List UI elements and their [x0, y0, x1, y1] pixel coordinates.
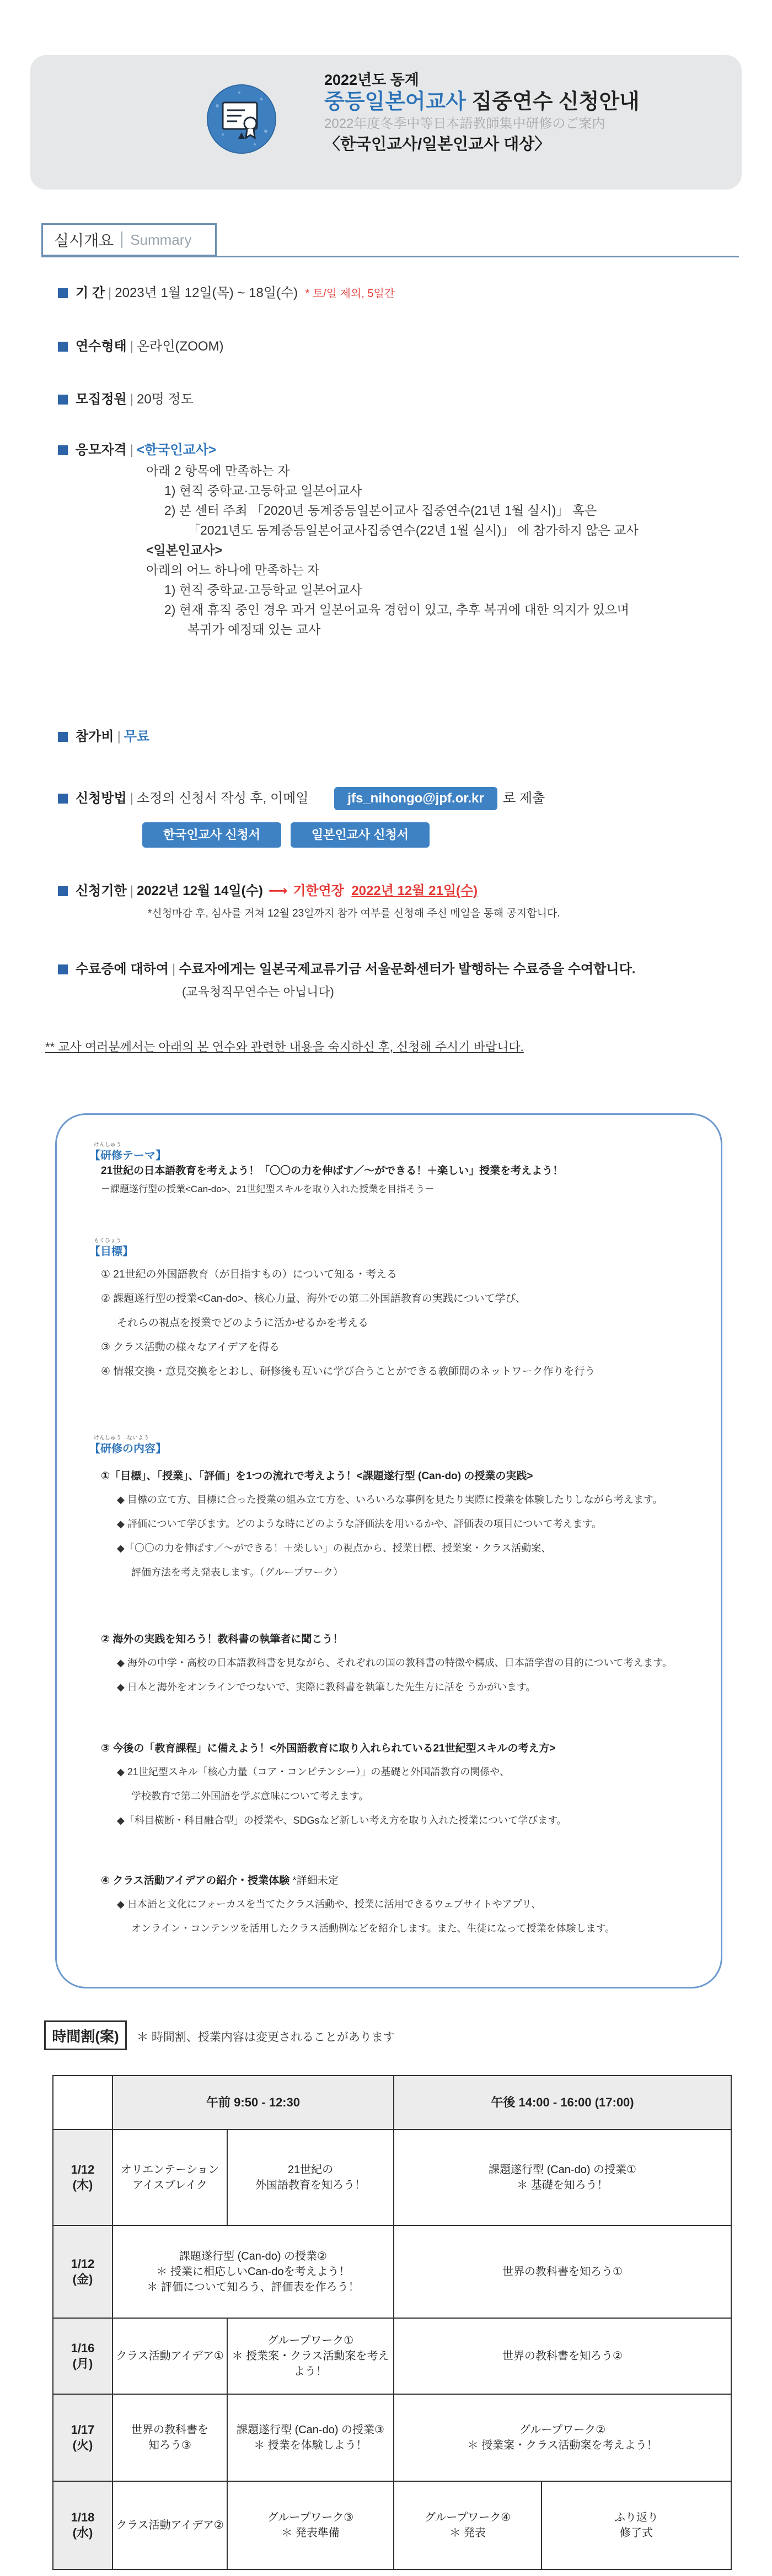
japanese-item-2: 2) 현재 휴직 중인 경우 과거 일본어교육 경험이 있고, 추후 복귀에 대한 의지가 있으며 [164, 602, 630, 617]
certificate-row: 수료증에 대하여 | 수료자에게는 일본국제교류기금 서울문화센터가 발행하는 수료증을 수여합니다. [58, 960, 635, 979]
timetable-corner [53, 2076, 112, 2130]
banner-subtitle-jp: 2022年度冬季中等日本語教師集中研修のご案内 [324, 116, 605, 131]
deadline-row: 신청기한 | 2022년 12월 14일(수) ⟶ 기한연장 2022년 12월 21일(수) [58, 882, 478, 901]
certificate-icon [206, 84, 277, 154]
eligibility-japanese-head: <일본인교사> [146, 543, 222, 557]
japanese-item-3: 복귀가 예정돼 있는 교사 [187, 622, 321, 637]
banner-title-rest: 집중연수 신청안내 [465, 90, 640, 114]
apply-label: 신청방법 [76, 791, 127, 806]
bullet-square-icon [58, 395, 68, 405]
banner-year: 2022년도 동계 [324, 72, 419, 88]
session-cell [112, 2225, 394, 2318]
content-1-item-3: ◆「〇〇の力を伸ばす／～ができる！＋楽しい」の視点から、授業目標、授業案・クラス活動案、 [117, 1543, 551, 1554]
session-cell [394, 2481, 542, 2569]
goal-heading: 【目標】 [89, 1246, 133, 1258]
content-2-title: ② 海外の実践を知ろう！教科書の執筆者に聞こう！ [101, 1634, 344, 1645]
bullet-square-icon [58, 288, 68, 298]
day-cell [53, 2318, 112, 2394]
content-1-item-2: ◆ 評価について学びます。どのような時にどのような評価法を用いるかや、評価表の項目について考えます。 [117, 1518, 602, 1529]
goal-4: ④ 情報交換・意見交換をとおし、研修後も互いに学び合うことができる教師間のネットワーク作りを行う [101, 1366, 596, 1377]
apply-text-end: 로 제출 [503, 791, 545, 806]
timetable-label: 時間割(案) [44, 2020, 127, 2050]
banner-title-highlight: 중등일본어교사 [324, 90, 466, 114]
session-cell [112, 2130, 227, 2225]
header-banner [30, 55, 742, 190]
japanese-application-button[interactable]: 일본인교사 신청서 [291, 822, 430, 848]
session-cell [112, 2481, 227, 2569]
eligibility-label: 응모자격 [76, 443, 127, 457]
content-heading: 【研修の内容】 [89, 1443, 167, 1455]
bullet-square-icon [58, 964, 68, 974]
session-text: 世界の教科書を知ろう② [502, 2350, 623, 2362]
table-row [53, 2225, 731, 2318]
korean-item-3: 「2021년도 동계중등일본어교사집중연수(22년 1월 실시)」 에 참가하지 않은 교사 [187, 523, 639, 537]
content-4-item-1: ◆ 日本語と文化にフォーカスを当てたクラス活動や、授業に活用できるウェブサイトやアプリ、 [117, 1899, 542, 1910]
session-text: 課題遂行型 (Can-do) の授業① ＊ 基礎を知ろう！ [489, 2164, 636, 2191]
deadline-extended: 2022년 12월 21일(수) [351, 883, 478, 898]
table-row [53, 2130, 731, 2225]
session-cell [394, 2130, 731, 2225]
bullet-square-icon [58, 445, 68, 455]
eligibility-row: 응모자격 | <한국인교사> [58, 441, 216, 460]
session-cell [542, 2481, 731, 2569]
capacity-value: 20명 정도 [136, 392, 194, 407]
session-cell [227, 2394, 394, 2481]
day-cell [53, 2130, 112, 2225]
format-row: 연수형태 | 온라인(ZOOM) [58, 337, 224, 356]
ruby-text: けんしゅう [94, 1142, 121, 1148]
content-3-item-3: ◆「科目横断・科目融合型」の授業や、SDGsなど新しい考え方を取り入れた授業について学びます。 [117, 1815, 567, 1826]
banner-title [324, 89, 640, 115]
eligibility-korean-head: <한국인교사> [136, 443, 216, 457]
korean-application-button[interactable]: 한국인교사 신청서 [142, 822, 281, 848]
fee-value: 무료 [124, 729, 150, 744]
period-label: 기 간 [76, 285, 105, 300]
day-cell [53, 2225, 112, 2318]
ruby-text: けんしゅう ないよう [94, 1435, 149, 1441]
content-1-item-1: ◆ 目標の立て方、目標に合った授業の組み立て方を、いろいろな事例を見たり実際に授業を体験したりしながら考えます。 [117, 1494, 663, 1505]
content-1-item-4: 評価方法を考え発表します。（グループワーク） [131, 1567, 344, 1578]
timetable-header-row [53, 2076, 731, 2130]
session-text: ふり返り 修了式 [614, 2512, 658, 2539]
format-label: 연수형태 [76, 339, 127, 354]
email-link[interactable]: jfs_nihongo@jpf.or.kr [334, 787, 497, 810]
session-text: 課題遂行型 (Can-do) の授業② ＊ 授業に相応しいCan-doを考えよう！ ＊ 評価について知ろう、評価表を作ろう！ [147, 2250, 360, 2293]
session-cell [394, 2394, 731, 2481]
day-date: 1/12 [71, 2163, 95, 2176]
session-text: 課題遂行型 (Can-do) の授業③ ＊ 授業を体験しよう！ [237, 2424, 384, 2451]
summary-tab [41, 223, 217, 256]
day-weekday: (火) [72, 2438, 93, 2452]
day-date: 1/18 [71, 2510, 95, 2524]
summary-divider [41, 256, 739, 257]
day-weekday: (金) [72, 2272, 93, 2286]
korean-item-1: 1) 현직 중학교·고등학교 일본어교사 [164, 483, 362, 498]
session-text: 世界の教科書を知ろう① [502, 2266, 623, 2278]
ruby-text: もくひょう [94, 1238, 121, 1244]
theme-heading: 【研修テーマ】 [89, 1150, 167, 1162]
session-cell [227, 2318, 394, 2394]
content-3-title: ③ 今後の「教育課程」に備えよう！<外国語教育に取り入れられている21世紀型スキルの考え方> [101, 1743, 556, 1754]
goal-2: ② 課題遂行型の授業<Can-do>、核心力量、海外での第二外国語教育の実践について学び、 [101, 1293, 526, 1305]
session-cell [394, 2318, 731, 2394]
table-row [53, 2481, 731, 2569]
goal-3: ③ クラス活動の様々なアイデアを得る [101, 1341, 280, 1353]
bullet-square-icon [58, 732, 68, 742]
certificate-note: (교육청직무연수는 아닙니다) [182, 985, 334, 999]
day-weekday: (木) [72, 2178, 93, 2192]
fee-label: 참가비 [76, 729, 114, 744]
deadline-original: 2022년 12월 14일(수) [136, 883, 263, 898]
theme-line-1: 21世紀の日本語教育を考えよう！「〇〇の力を伸ばす／～ができる！＋楽しい」授業を考えよう！ [101, 1165, 564, 1177]
session-text: グループワーク① ＊ 授業案・クラス活動案を考えよう！ [232, 2335, 389, 2378]
warning-text: ** 교사 여러분께서는 아래의 본 연수와 관련한 내용을 숙지하신 후, 신청해 주시기 바랍니다. [45, 1040, 524, 1054]
content-3-item-1: ◆ 21世紀型スキル「核心力量（コア・コンピテンシー）」の基礎と外国語教育の関係や、 [117, 1766, 510, 1777]
format-value: 온라인(ZOOM) [136, 339, 224, 354]
day-cell [53, 2394, 112, 2481]
banner-audience: 〈한국인교사/일본인교사 대상〉 [324, 136, 551, 153]
table-row [53, 2394, 731, 2481]
summary-tab-divider [121, 231, 122, 248]
bullet-square-icon [58, 794, 68, 804]
deadline-label: 신청기한 [76, 883, 127, 898]
session-text: 21世紀の 外国語教育を知ろう！ [255, 2164, 366, 2191]
capacity-row: 모집정원 | 20명 정도 [58, 390, 194, 409]
day-date: 1/17 [71, 2423, 95, 2437]
korean-item-2: 2) 본 센터 주최 「2020년 동계중등일본어교사 집중연수(21년 1월 실시)」 혹은 [164, 503, 597, 518]
period-row: 기 간 | 2023년 1월 12일(목) ~ 18일(수) * 토/일 제외, 5일간 [58, 284, 395, 303]
apply-text: 소정의 신청서 작성 후, 이메일 [136, 791, 309, 806]
session-cell [394, 2225, 731, 2318]
apply-row: 신청방법 | 소정의 신청서 작성 후, 이메일 [58, 789, 309, 808]
arrow-right-icon: ⟶ [268, 883, 288, 898]
content-4-title-note: *詳細未定 [290, 1875, 339, 1887]
session-text: グループワーク② ＊ 授業案・クラス活動案を考えよう！ [467, 2424, 658, 2451]
session-cell [227, 2130, 394, 2225]
session-cell [112, 2394, 227, 2481]
certificate-label: 수료증에 대하여 [76, 962, 169, 977]
deadline-extended-label: 기한연장 [293, 883, 344, 898]
session-text: クラス活動アイデア② [116, 2519, 224, 2531]
summary-tab-ko: 실시개요 [54, 232, 114, 249]
timetable [52, 2075, 732, 2570]
session-text: クラス活動アイデア① [116, 2350, 224, 2362]
theme-line-2: －課題遂行型の授業<Can-do>、21世紀型スキルを取り入れた授業を目指そう－ [101, 1184, 435, 1194]
day-date: 1/12 [71, 2257, 95, 2271]
content-4-title-text: ④ クラス活動アイデアの紹介・授業体験 [101, 1875, 290, 1887]
session-text: 世界の教科書を 知ろう③ [131, 2424, 208, 2451]
japanese-intro: 아래의 어느 하나에 만족하는 자 [146, 563, 320, 577]
am-header: 午前 9:50 - 12:30 [112, 2076, 394, 2130]
content-2-item-2: ◆ 日本と海外をオンラインでつないで、実際に教科書を執筆した先生方に話を うかがいます。 [117, 1682, 536, 1693]
session-cell [112, 2318, 227, 2394]
korean-intro: 아래 2 항목에 만족하는 자 [146, 464, 290, 478]
period-note: * 토/일 제외, 5일간 [305, 288, 395, 300]
bullet-square-icon [58, 342, 68, 352]
japanese-item-1: 1) 현직 중학교·고등학교 일본어교사 [164, 583, 362, 597]
capacity-label: 모집정원 [76, 392, 127, 407]
table-row [53, 2318, 731, 2394]
content-3-item-2: 学校教育で第二外国語を学ぶ意味について考えます。 [131, 1791, 369, 1802]
fee-row: 참가비 | 무료 [58, 727, 149, 746]
content-1-title: ①「目標」、「授業」、「評価」を1つの流れで考えよう！<課題遂行型 (Can-do) の授業の実践> [101, 1470, 533, 1482]
session-cell [227, 2481, 394, 2569]
content-4-item-2: オンライン・コンテンツを活用したクラス活動例などを紹介します。また、生徒になって授業を体験します。 [131, 1923, 615, 1934]
session-text: オリエンテーション アイスブレイク [120, 2164, 219, 2191]
pm-header: 午後 14:00 - 16:00 (17:00) [394, 2076, 731, 2130]
summary-tab-en: Summary [130, 231, 192, 248]
day-weekday: (月) [72, 2357, 93, 2370]
day-date: 1/16 [71, 2341, 95, 2355]
day-cell [53, 2481, 112, 2569]
period-value: 2023년 1월 12일(목) ~ 18일(수) [115, 285, 298, 300]
bullet-square-icon [58, 886, 68, 896]
content-4-title [101, 1874, 339, 1888]
content-2-item-1: ◆ 海外の中学・高校の日本語教科書を見ながら、それぞれの国の教科書の特徴や構成、日本語学習の目的について考えます。 [117, 1657, 673, 1668]
day-weekday: (水) [72, 2526, 93, 2540]
goal-2-cont: それらの視点を授業でどのように活かせるかを考える [117, 1317, 369, 1329]
session-text: グループワーク④ ＊ 発表 [424, 2512, 511, 2539]
timetable-note: ＊ 時間割、授業内容は変更されることがあります [137, 2031, 395, 2044]
session-text: グループワーク③ ＊ 発表準備 [267, 2512, 354, 2539]
certificate-value: 수료자에게는 일본국제교류기금 서울문화센터가 발행하는 수료증을 수여합니다. [179, 962, 636, 977]
goal-1: ① 21世紀の外国語教育（が目指すもの）について知る・考える [101, 1269, 398, 1280]
deadline-note: *신청마감 후, 심사를 거쳐 12월 23일까지 참가 여부를 신청해 주신 메일을 통해 공지합니다. [148, 908, 560, 919]
